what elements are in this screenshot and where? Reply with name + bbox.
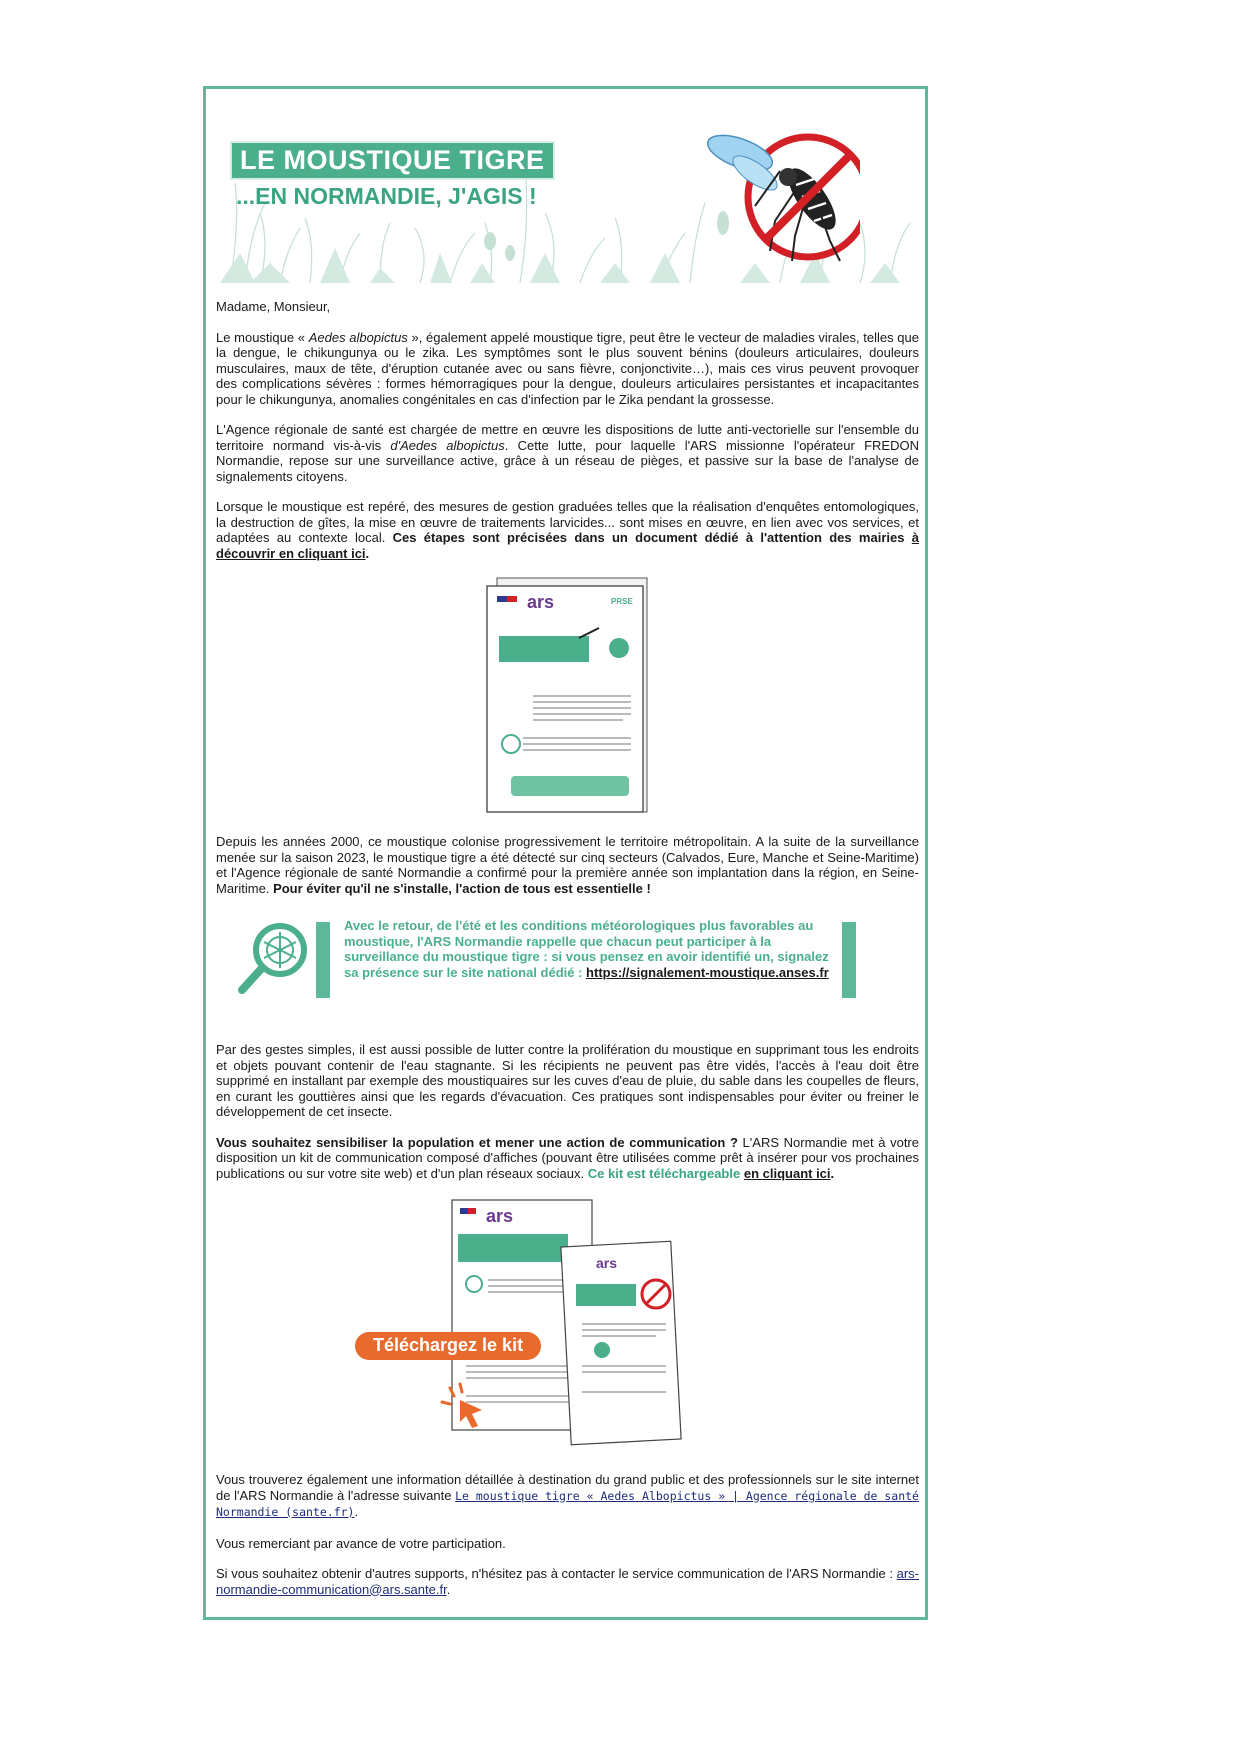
no-mosquito-icon <box>700 111 860 271</box>
paragraph-measures <box>216 499 919 561</box>
header-banner <box>220 103 917 283</box>
text: . <box>830 1165 835 1181</box>
bold-text: Vous souhaitez sensibiliser la population et mener une action de communication ? <box>216 1134 738 1150</box>
text: Avec le retour, de l'été et les conditions météorologiques plus favorables au moustique, l'ARS Normandie rappelle que chacun peut participer à la surveillance du moustique tigre : si vous pensez en avoir identifié un, signalez sa présence sur le site national dédié : <box>344 918 829 980</box>
green-text: Ce kit est téléchargeable <box>587 1165 741 1181</box>
surveillance-callout <box>216 918 919 1010</box>
mairies-document-link[interactable]: à découvrir en cliquant ici <box>216 530 920 561</box>
magnifier-mosquito-icon <box>234 918 314 998</box>
svg-text:ars: ars <box>526 592 554 612</box>
svg-text:ars: ars <box>596 1255 618 1271</box>
species-name: Aedes albopictus <box>308 329 408 345</box>
banner-title: LE MOUSTIQUE TIGRE <box>230 141 555 180</box>
click-cursor-icon <box>438 1380 488 1430</box>
banner-subtitle: ...EN NORMANDIE, J'AGIS ! <box>236 183 537 209</box>
text: . <box>365 545 370 561</box>
paragraph-contact <box>216 1566 919 1597</box>
letter-frame <box>203 86 928 1620</box>
text: . Cette lutte, pour laquelle l'ARS missionne l'opérateur FREDON Normandie, repose sur une surveillance active, grâce à un réseau de pièges, et passive sur la base de l'analyse de signalements citoyens. <box>216 437 919 484</box>
svg-text:PRSE: PRSE <box>610 597 633 606</box>
text: Si vous souhaitez obtenir d'autres supports, n'hésitez pas à contacter le service communication de l'ARS Normandie : <box>216 1566 897 1581</box>
callout-bar-right <box>842 922 856 998</box>
text: Vous trouverez également une information détaillée à destination du grand public et des professionnels sur le site internet de l'ARS Normandie à l'adresse suivante <box>216 1472 919 1503</box>
bold-text: Ces étapes sont précisées dans un document dédié à l'attention des mairies <box>392 530 912 545</box>
ars-website-link[interactable]: Le moustique tigre « Aedes Albopictus » | Agence régionale de santé Normandie (sante.fr) <box>216 1488 919 1519</box>
kit-link[interactable]: en cliquant ici <box>743 1165 831 1181</box>
paragraph-intro <box>216 330 919 408</box>
text: . <box>354 1504 359 1519</box>
kit-preview <box>216 1196 919 1446</box>
contact-email-link[interactable]: ars-normandie-communication@ars.sante.fr <box>216 1566 919 1597</box>
callout-bar-left <box>316 922 330 998</box>
paragraph-thanks: Vous remerciant par avance de votre participation. <box>216 1535 506 1551</box>
text: Depuis les années 2000, ce moustique colonise progressivement le territoire métropolitain. A la suite de la surveillance menée sur la saison 2023, le moustique tigre a été détecté sur cinq secteurs (Calvados, Eure, Manche et Seine-Maritime) et l'Agence régionale de santé Normandie a confirmé pour la première année son implantation dans la région, en Seine-Maritime. <box>216 834 919 896</box>
paragraph-gestures: Par des gestes simples, il est aussi possible de lutter contre la prolifération du moustique en supprimant tous les endroits et objets pouvant contenir de l'eau stagnante. Si les récipients ne peuvent pas être vidés, l'accès à l'eau doit être supprimé en installant par exemple des moustiquaires sur les cuves d'eau de pluie, du sable dans les coupelles de fleurs, en curant les gouttières ainsi que les regards d'évacuation. Ces pratiques sont indispensables pour éviter ou freiner le développement de cet insecte. <box>216 1042 919 1119</box>
text: L'Agence régionale de santé est chargée de mettre en œuvre les dispositions de lutte anti-vectorielle sur l'ensemble du territoire normand vis-à-vis <box>216 422 919 453</box>
text: . <box>446 1581 451 1597</box>
text: Le moustique « <box>216 329 309 345</box>
letter-body <box>216 299 919 1612</box>
paragraph-agency <box>216 422 919 484</box>
svg-text:ars: ars <box>486 1206 514 1226</box>
mairies-document-thumbnail[interactable] <box>483 576 653 816</box>
text: », également appelé moustique tigre, peut être le vecteur de maladies virales, telles que la dengue, le chikungunya ou le zika. Les symptômes sont le plus souvent bénins (douleurs articulaires, douleurs musculaires, maux de tête, d'éruption cutanée avec ou sans fièvre, conjonctivite…), mais ces virus peuvent provoquer des complications sévères : formes hémorragiques pour la dengue, douleurs articulaires persistantes et incapacitantes pour le chikungunya, anomalies congénitales en cas d'infection par le Zika pendant la grossesse. <box>216 329 919 407</box>
text: Lorsque le moustique est repéré, des mesures de gestion graduées telles que la réalisation d'enquêtes entomologiques, la destruction de gîtes, la mise en œuvre de traitements larvicides... sont mises en œuvre, en lien avec vos services, et adaptées au contexte local. <box>216 499 919 545</box>
paragraph-communication <box>216 1135 919 1182</box>
signalement-link[interactable]: https://signalement-moustique.anses.fr <box>586 964 829 980</box>
paragraph-colonization <box>216 834 919 896</box>
bold-text: Pour éviter qu'il ne s'installe, l'action de tous est essentielle ! <box>273 880 651 896</box>
species-name: d'Aedes albopictus <box>390 437 505 453</box>
paragraph-website <box>216 1472 919 1521</box>
callout-text <box>344 918 836 980</box>
text: L'ARS Normandie met à votre disposition un kit de communication composé d'affiches (pouvant être utilisées comme prêt à insérer pour vos prochaines publications ou sur votre site web) et d'un plan réseaux sociaux. <box>216 1134 919 1181</box>
download-kit-button[interactable]: Téléchargez le kit <box>355 1332 541 1360</box>
greeting: Madame, Monsieur, <box>216 299 331 314</box>
